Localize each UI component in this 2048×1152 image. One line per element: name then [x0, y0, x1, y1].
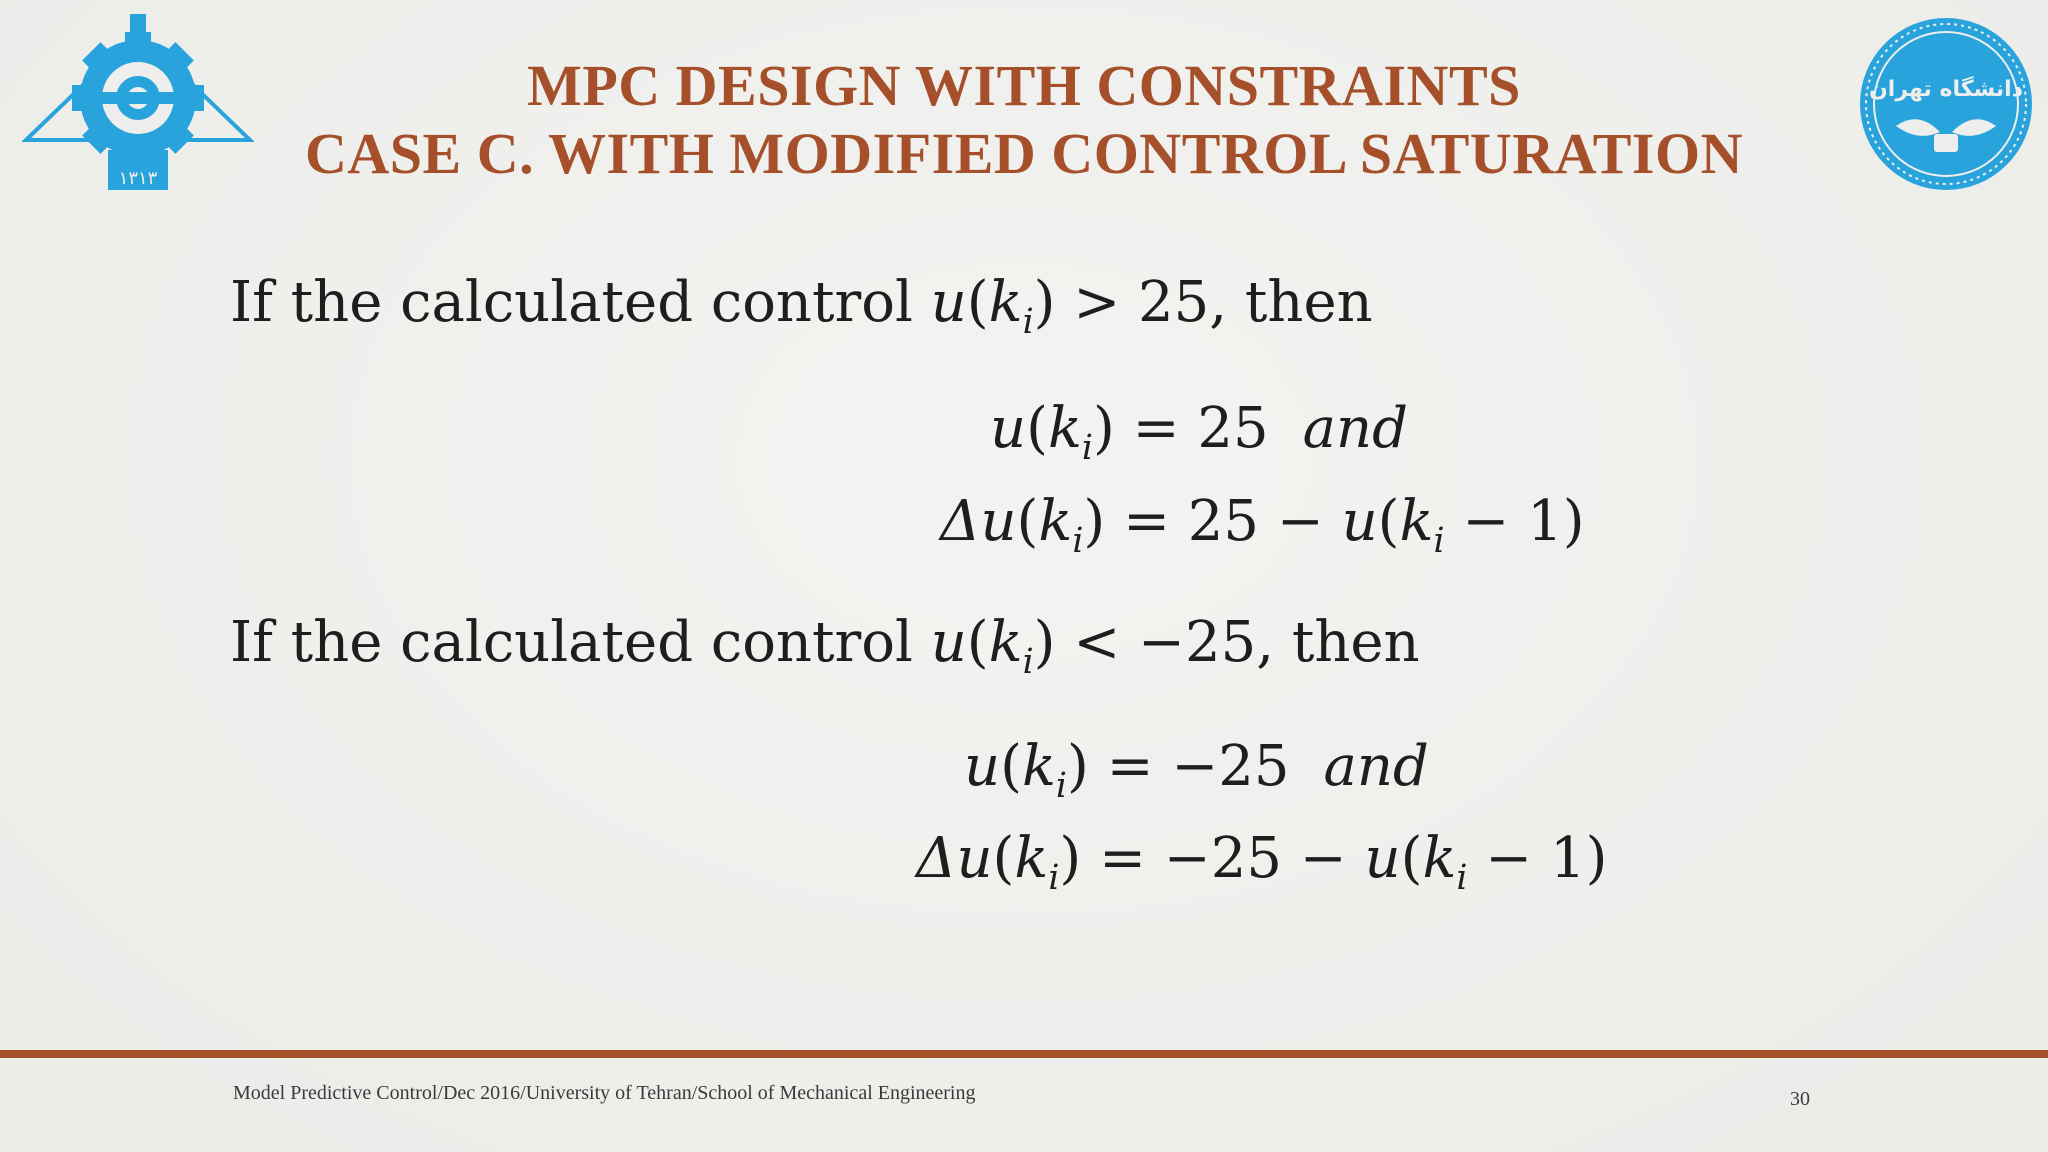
equation-tail: − 1): [1444, 489, 1585, 554]
equation-upper-delta: [940, 487, 1585, 576]
and-word: and: [1323, 734, 1429, 799]
equation-rhs: ) = 25: [1092, 396, 1269, 461]
equation-upper-saturation: [990, 394, 1408, 483]
left-logo-text: ۱۳۱۳: [118, 168, 158, 189]
footer-divider: [0, 1050, 2048, 1058]
math-subscript: i: [1048, 858, 1060, 899]
title-line-2: CASE C. WITH MODIFIED CONTROL SATURATION: [305, 121, 1743, 186]
condition-lower-text: [230, 608, 1420, 697]
open-paren: (: [992, 826, 1015, 891]
math-subscript: i: [1433, 521, 1445, 562]
math-func: u: [964, 734, 1001, 799]
math-func: u: [990, 396, 1027, 461]
math-delta-func: Δu: [916, 826, 993, 891]
math-arg: k: [1021, 734, 1056, 799]
condition-upper-text: [230, 268, 1373, 357]
math-arg: k: [988, 270, 1023, 335]
math-func: u: [1341, 489, 1378, 554]
open-paren: (: [966, 270, 989, 335]
equation-lower-delta: [916, 824, 1607, 913]
prose-tail: ) < −25, then: [1033, 610, 1420, 675]
math-arg: k: [1047, 396, 1082, 461]
equation-lower-saturation: [964, 732, 1429, 821]
equation-tail: − 1): [1467, 826, 1608, 891]
and-word: and: [1302, 396, 1408, 461]
title-line-1: MPC DESIGN WITH CONSTRAINTS: [527, 53, 1521, 118]
math-func: u: [1364, 826, 1401, 891]
footer-text: Model Predictive Control/Dec 2016/University of Tehran/School of Mechanical Engineering: [233, 1082, 976, 1104]
prose-tail: ) > 25, then: [1033, 270, 1373, 335]
math-subscript: i: [1072, 521, 1084, 562]
math-subscript: i: [1022, 302, 1034, 343]
math-arg: k: [1422, 826, 1457, 891]
math-subscript: i: [1055, 766, 1067, 807]
math-func: u: [930, 610, 967, 675]
math-arg: k: [1014, 826, 1049, 891]
equation-mid: ) = 25 −: [1083, 489, 1342, 554]
prose-lead: If the calculated control: [230, 270, 931, 335]
math-arg: k: [1038, 489, 1073, 554]
open-paren: (: [1400, 826, 1423, 891]
math-subscript: i: [1022, 642, 1034, 683]
slide-number: 30: [1790, 1088, 1810, 1110]
open-paren: (: [1026, 396, 1048, 461]
open-paren: (: [1377, 489, 1400, 554]
math-arg: k: [988, 610, 1023, 675]
open-paren: (: [966, 610, 989, 675]
math-func: u: [930, 270, 967, 335]
prose-lead: If the calculated control: [230, 610, 931, 675]
right-logo-text: دانشگاه تهران: [1869, 77, 2023, 102]
open-paren: (: [1016, 489, 1039, 554]
math-delta-func: Δu: [940, 489, 1017, 554]
math-subscript: i: [1456, 858, 1468, 899]
math-subscript: i: [1081, 428, 1093, 469]
math-arg: k: [1399, 489, 1434, 554]
equation-mid: ) = −25 −: [1059, 826, 1365, 891]
equation-rhs: ) = −25: [1066, 734, 1290, 799]
open-paren: (: [1000, 734, 1022, 799]
